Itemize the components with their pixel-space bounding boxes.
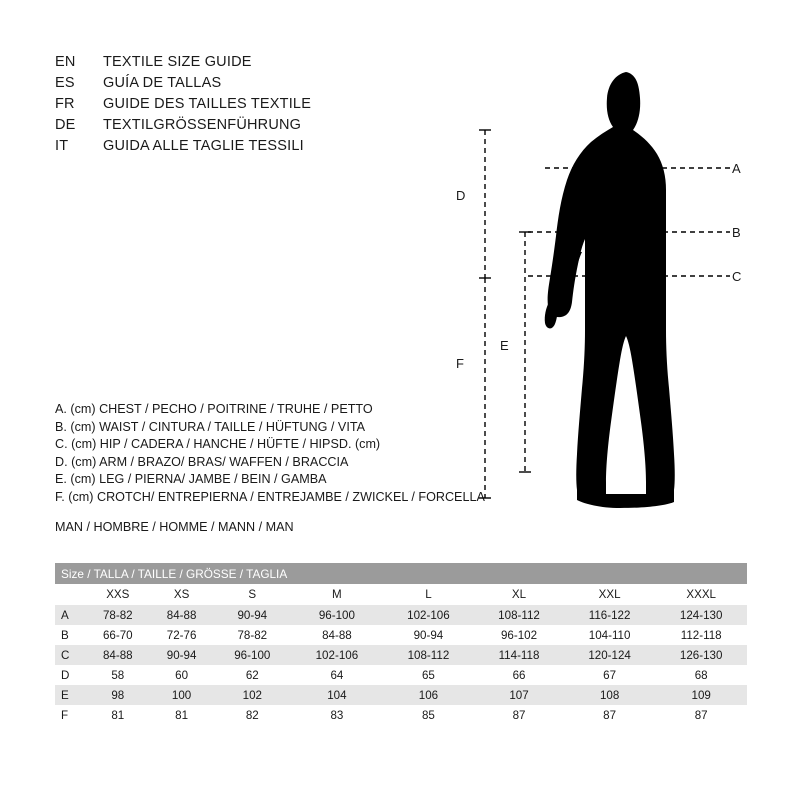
figure-foot: [577, 494, 674, 508]
table-row: [55, 645, 747, 665]
cell-f-xxl: 87: [603, 708, 617, 722]
title-lang-fr: FR: [55, 96, 75, 112]
cell-c-m: 102-106: [315, 648, 359, 662]
title-row-fr: [55, 94, 475, 115]
cell-a-xs: 84-88: [166, 608, 197, 622]
cell-d-s: 62: [245, 668, 259, 682]
size-table: [55, 563, 747, 725]
cell-e-xl: 107: [509, 688, 529, 702]
cell-c-s: 96-100: [234, 648, 271, 662]
title-lang-en: EN: [55, 54, 76, 70]
cell-e-s: 102: [242, 688, 262, 702]
table-row: [55, 685, 747, 705]
table-row: [55, 705, 747, 725]
legend-item-c: C. (cm) HIP / CADERA / HANCHE / HÜFTE / HIPSD. (cm): [55, 437, 381, 452]
figure-label-f: F: [456, 356, 464, 371]
measure-caps: [479, 130, 531, 498]
legend-item-b: B. (cm) WAIST / CINTURA / TAILLE / HÜFTUNG / VITA: [55, 419, 365, 434]
cell-c-l: 108-112: [407, 648, 450, 662]
cell-d-xs: 60: [175, 668, 189, 682]
table-col-xl: XL: [474, 584, 564, 605]
gender-label: MAN / HOMBRE / HOMME / MANN / MAN: [55, 519, 294, 534]
cell-f-xxs: 81: [111, 708, 125, 722]
figure-label-e: E: [500, 338, 509, 353]
table-col-xxxl: XXXL: [655, 584, 747, 605]
title-text-it: GUIDA ALLE TAGLIE TESSILI: [103, 138, 304, 154]
title-block: [55, 52, 475, 157]
cell-d-l: 65: [421, 668, 435, 682]
cell-f-xs: 81: [175, 708, 189, 722]
cell-b-xl: 96-102: [500, 628, 538, 642]
cell-c-xl: 114-118: [498, 648, 540, 662]
cell-b-xxs: 66-70: [102, 628, 133, 642]
cell-e-l: 106: [418, 688, 439, 702]
title-row-en: [55, 52, 475, 73]
row-label-c: C: [61, 648, 70, 662]
cell-b-m: 84-88: [322, 628, 352, 642]
title-lang-es: ES: [55, 75, 75, 91]
table-col-s: S: [213, 584, 291, 605]
row-label-f: F: [61, 708, 69, 722]
row-label-d: D: [61, 668, 70, 682]
table-row: [55, 665, 747, 685]
legend-item-d: D. (cm) ARM / BRAZO/ BRAS/ WAFFEN / BRACCIA: [55, 454, 349, 469]
table-header-row: [55, 563, 747, 584]
cell-a-xxl: 116-122: [588, 608, 631, 622]
cell-f-l: 85: [421, 708, 435, 722]
table-col-xxs: XXS: [86, 584, 150, 605]
row-label-e: E: [61, 688, 69, 702]
cell-b-xxxl: 112-118: [680, 628, 722, 642]
legend-item-a: A. (cm) CHEST / PECHO / POITRINE / TRUHE / PETTO: [55, 402, 373, 416]
cell-d-xxs: 58: [111, 668, 125, 682]
table-col-xs: XS: [150, 584, 214, 605]
title-lang-de: DE: [55, 117, 76, 133]
cell-e-m: 104: [327, 688, 347, 702]
row-label-a: A: [61, 608, 69, 622]
cell-b-l: 90-94: [413, 628, 444, 642]
table-col-blank: [55, 584, 86, 605]
cell-e-xs: 100: [171, 688, 192, 702]
table-row: [55, 605, 747, 625]
legend-item-e: E. (cm) LEG / PIERNA/ JAMBE / BEIN / GAMBA: [55, 472, 327, 487]
figure-label-a: A: [732, 161, 741, 176]
cell-d-xxxl: 68: [694, 668, 708, 682]
table-header-label: Size / TALLA / TAILLE / GRÖSSE / TAGLIA: [55, 563, 747, 584]
cell-f-xl: 87: [512, 708, 526, 722]
figure-label-c: C: [732, 269, 742, 284]
title-row-it: [55, 136, 475, 157]
cell-f-m: 83: [330, 708, 344, 722]
cell-a-m: 96-100: [318, 608, 355, 622]
title-text-fr: GUIDE DES TAILLES TEXTILE: [103, 96, 312, 112]
cell-b-xxl: 104-110: [588, 628, 631, 642]
cell-c-xxxl: 126-130: [679, 648, 723, 662]
table-col-l: L: [383, 584, 475, 605]
title-text-en: TEXTILE SIZE GUIDE: [103, 54, 252, 70]
cell-b-xs: 72-76: [166, 628, 197, 642]
cell-d-xl: 66: [512, 668, 526, 682]
cell-a-xxxl: 124-130: [679, 608, 723, 622]
figure-label-d: D: [456, 188, 466, 203]
cell-f-s: 82: [245, 708, 259, 722]
cell-e-xxs: 98: [111, 688, 125, 702]
title-lang-it: IT: [55, 138, 69, 154]
cell-a-l: 102-106: [407, 608, 450, 622]
title-text-es: GUÍA DE TALLAS: [103, 75, 222, 91]
cell-d-xxl: 67: [603, 668, 617, 682]
cell-b-s: 78-82: [237, 628, 268, 642]
cell-c-xxl: 120-124: [588, 648, 631, 662]
title-text-de: TEXTILGRÖSSENFÜHRUNG: [103, 117, 302, 133]
cell-c-xs: 90-94: [166, 648, 197, 662]
cell-c-xxs: 84-88: [102, 648, 133, 662]
cell-a-xxs: 78-82: [102, 608, 133, 622]
table-row: [55, 625, 747, 645]
cell-e-xxxl: 109: [691, 688, 711, 702]
cell-f-xxxl: 87: [694, 708, 708, 722]
table-col-xxl: XXL: [564, 584, 656, 605]
table-column-row: [55, 584, 747, 605]
body-diagram: [430, 30, 770, 530]
figure-label-b: B: [732, 225, 741, 240]
title-row-de: [55, 115, 475, 136]
cell-d-m: 64: [330, 668, 344, 682]
cell-a-xl: 108-112: [498, 608, 540, 622]
cell-e-xxl: 108: [599, 688, 620, 702]
cell-a-s: 90-94: [237, 608, 268, 622]
table-col-m: M: [291, 584, 383, 605]
legend-item-f: F. (cm) CROTCH/ ENTREPIERNA / ENTREJAMBE / ZWICKEL / FORCELLA: [55, 489, 485, 504]
row-label-b: B: [61, 628, 69, 642]
title-row-es: [55, 73, 475, 94]
